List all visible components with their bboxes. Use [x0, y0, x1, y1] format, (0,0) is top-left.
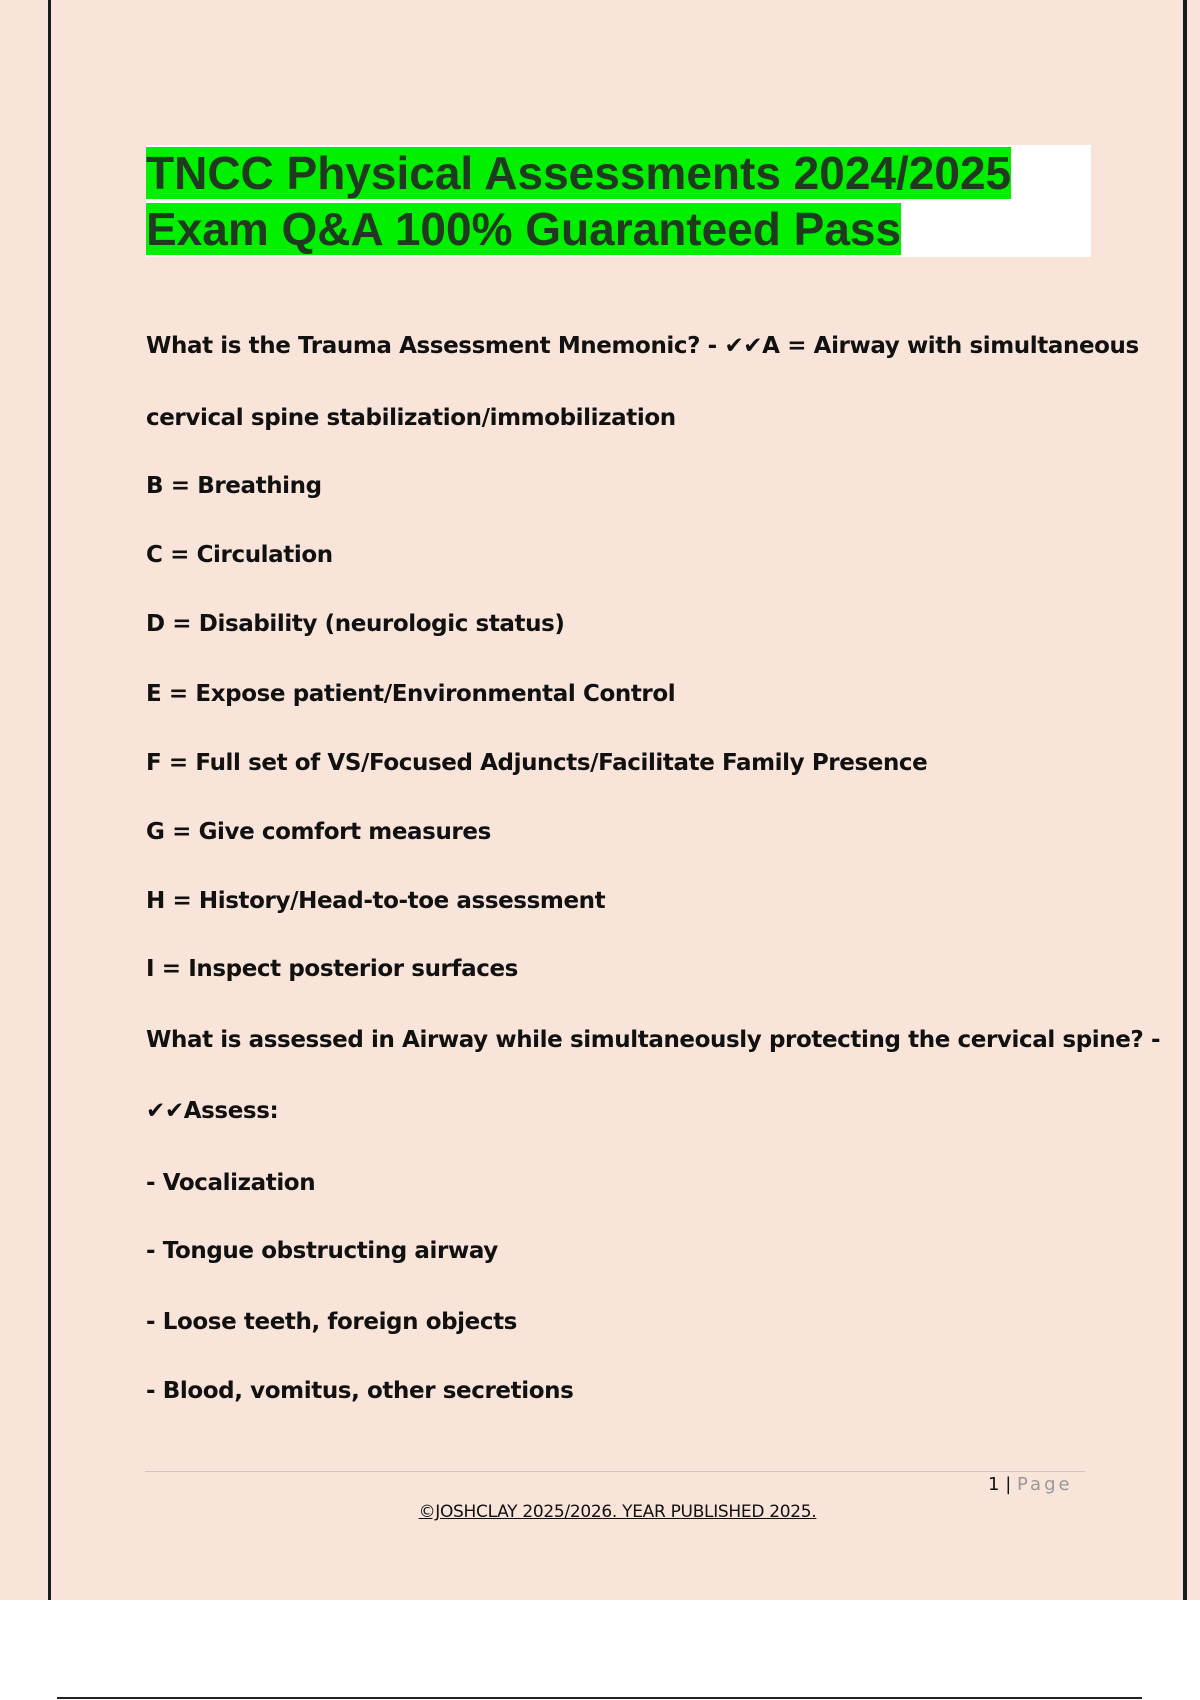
- question-1-line-1: What is the Trauma Assessment Mnemonic? - ✔✔A = Airway with simultaneous: [146, 333, 1139, 359]
- document-title: [146, 145, 1091, 257]
- answer-line-c: C = Circulation: [146, 542, 333, 568]
- question-2-line-1: What is assessed in Airway while simultaneously protecting the cervical spine? -: [146, 1027, 1161, 1053]
- answer-line-i: I = Inspect posterior surfaces: [146, 956, 518, 982]
- answer-line-e: E = Expose patient/Environmental Control: [146, 681, 676, 707]
- list-item-secretions: - Blood, vomitus, other secretions: [146, 1378, 574, 1404]
- title-line-2: Exam Q&A 100% Guaranteed Pass: [146, 203, 902, 255]
- answer-line-d: D = Disability (neurologic status): [146, 611, 565, 637]
- page-label: Page: [1017, 1474, 1073, 1495]
- answer-line-f: F = Full set of VS/Focused Adjuncts/Facilitate Family Presence: [146, 750, 928, 776]
- page-border-left: [48, 0, 51, 1600]
- question-2-line-2: ✔✔Assess:: [146, 1098, 279, 1124]
- question-1-line-2: cervical spine stabilization/immobilization: [146, 405, 676, 431]
- answer-line-g: G = Give comfort measures: [146, 819, 491, 845]
- answer-line-b: B = Breathing: [146, 473, 322, 499]
- footer-divider: [145, 1471, 1085, 1472]
- title-block: [146, 145, 1091, 257]
- title-line-1: TNCC Physical Assessments 2024/2025: [146, 147, 1012, 199]
- list-item-tongue: - Tongue obstructing airway: [146, 1238, 498, 1264]
- copyright-notice: ©JOSHCLAY 2025/2026. YEAR PUBLISHED 2025.: [418, 1502, 817, 1522]
- bottom-divider: [57, 1697, 1142, 1699]
- answer-line-h: H = History/Head-to-toe assessment: [146, 888, 606, 914]
- page-number-value: 1: [988, 1474, 1000, 1495]
- list-item-teeth: - Loose teeth, foreign objects: [146, 1309, 517, 1335]
- page-number-separator: |: [1005, 1474, 1012, 1495]
- list-item-vocalization: - Vocalization: [146, 1170, 316, 1196]
- page-number: [988, 1474, 1073, 1495]
- page-border-right: [1183, 0, 1187, 1600]
